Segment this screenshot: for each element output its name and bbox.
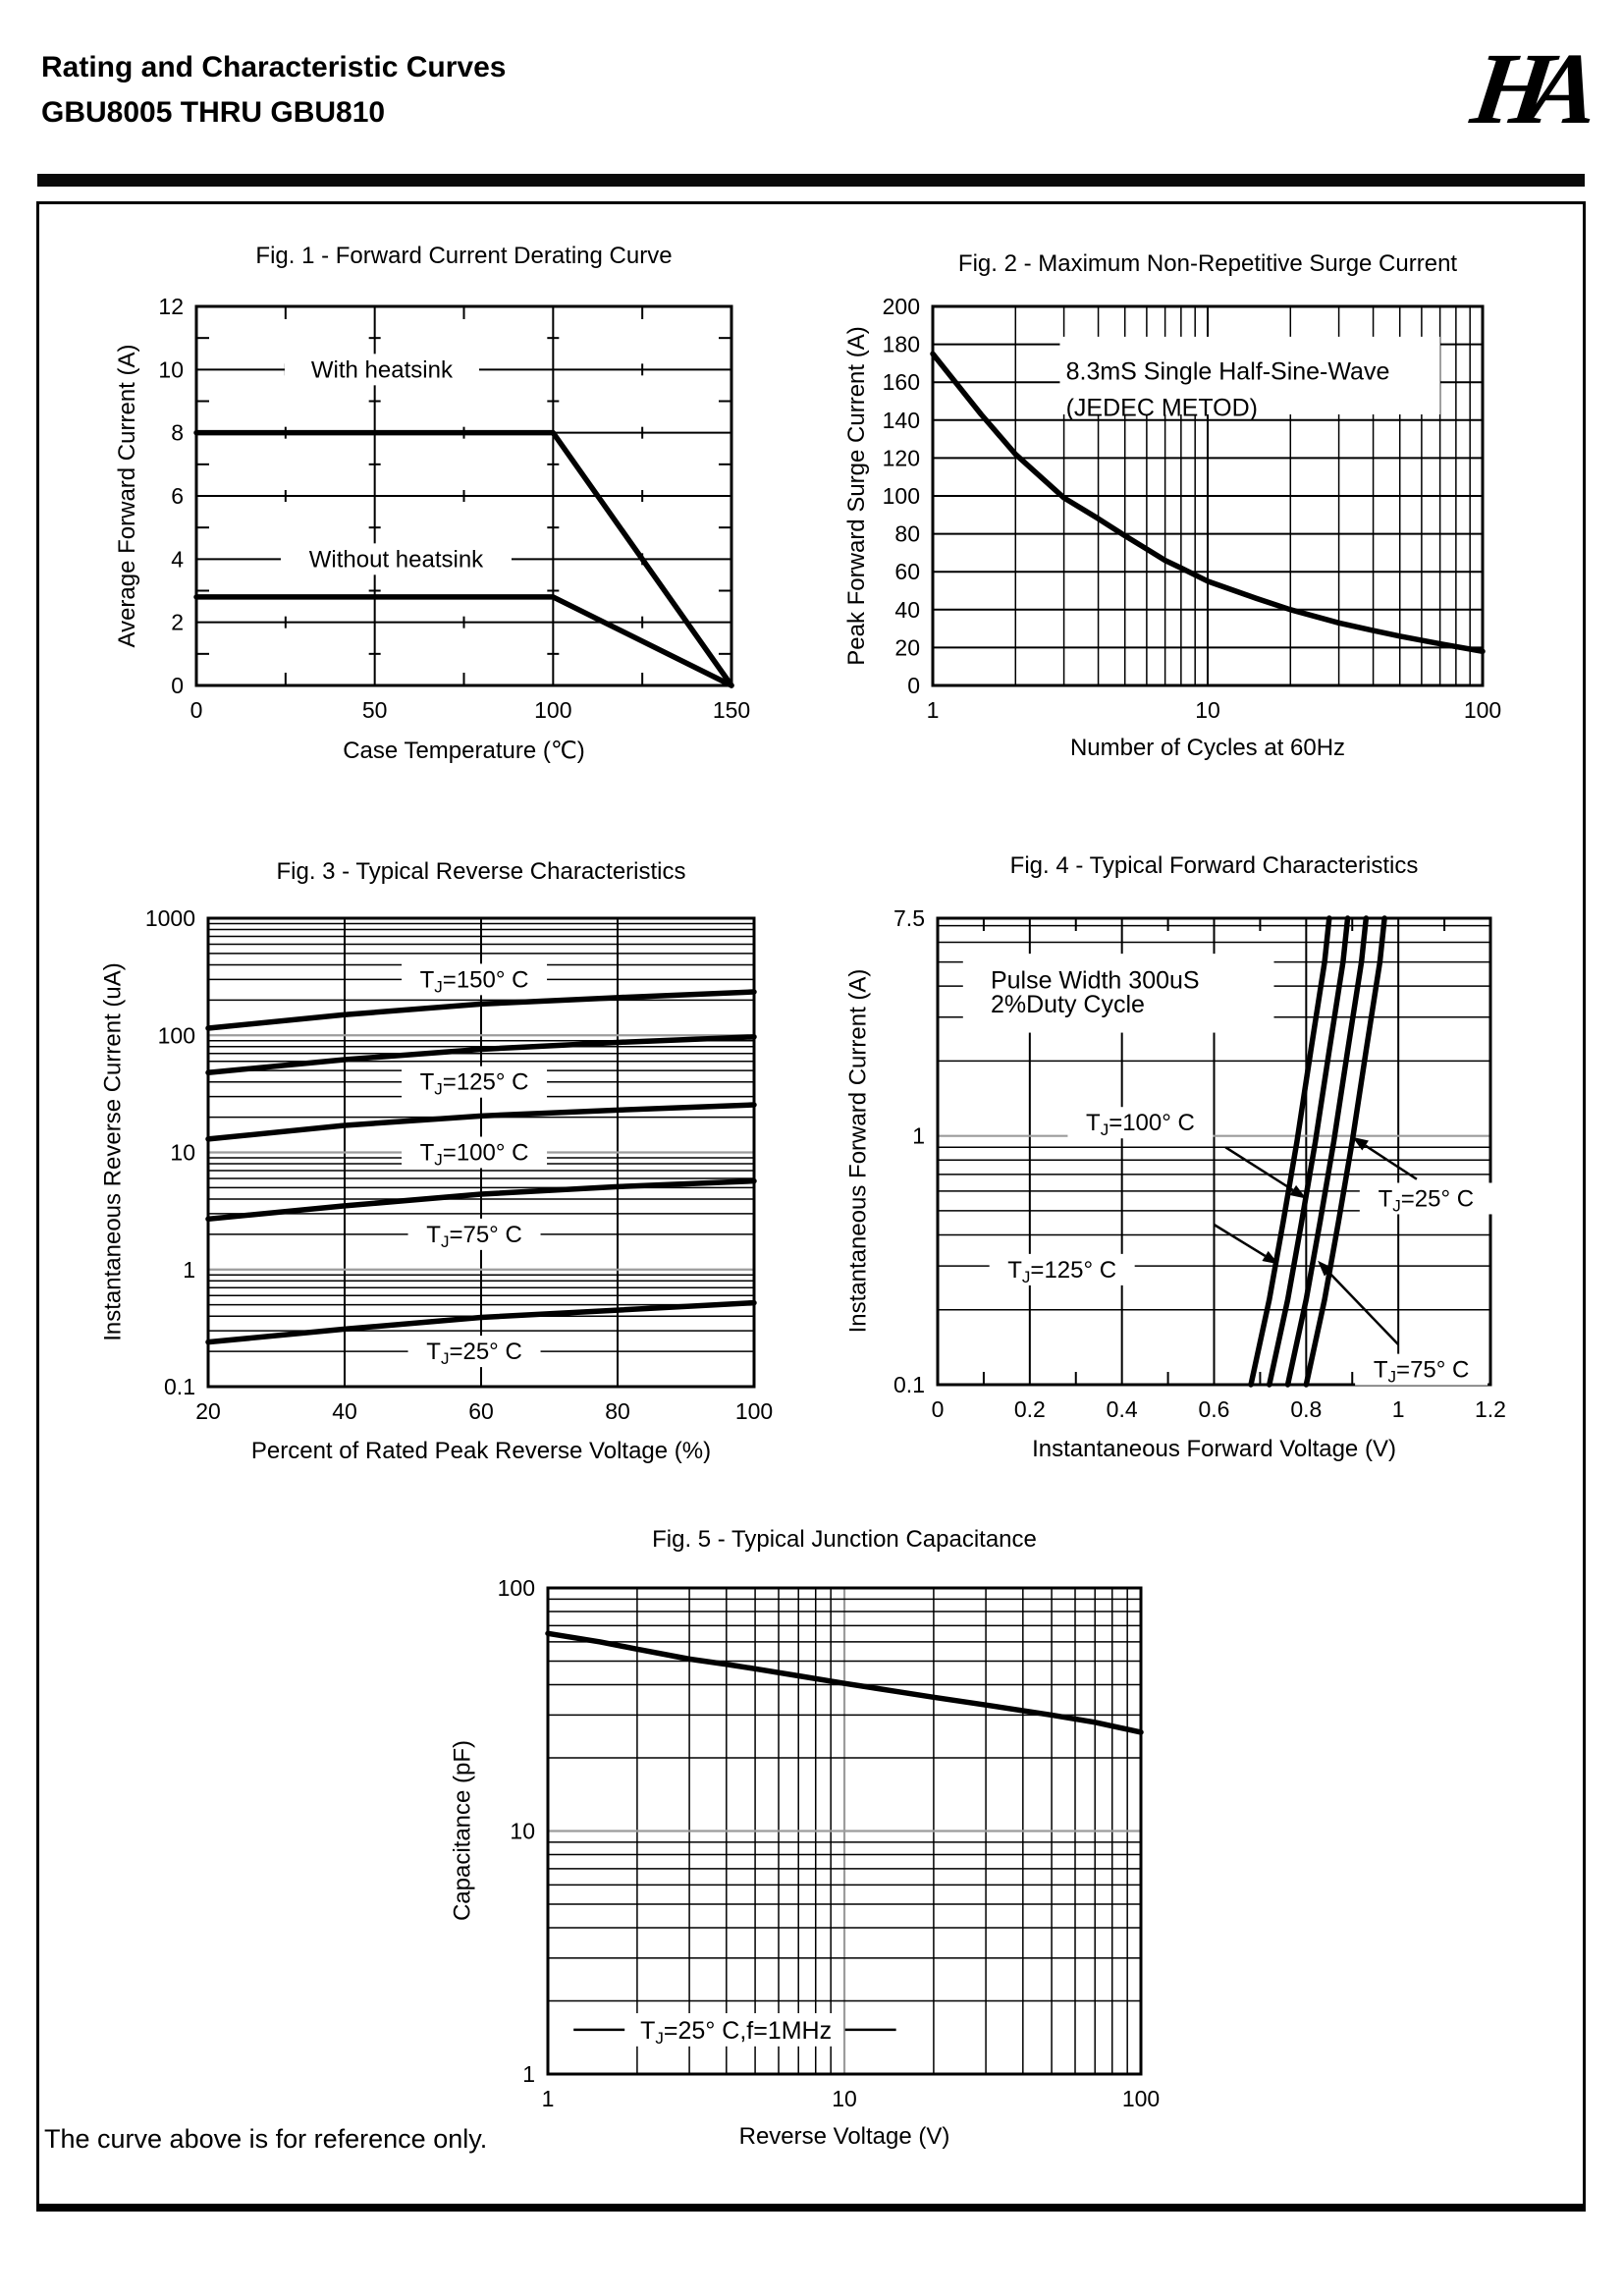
figure-1-x-axis-label: Case Temperature (℃) [343,738,585,764]
svg-text:0: 0 [907,673,920,698]
figure-4-x-axis-label: Instantaneous Forward Voltage (V) [1032,1436,1396,1462]
figure-3-canvas [54,845,810,1478]
svg-text:7.5: 7.5 [893,905,925,931]
svg-text:TJ=75° C: $T_J=75^\circ$ C [1373,1356,1470,1387]
svg-text:0.1: 0.1 [893,1372,925,1397]
svg-text:100: 100 [157,1022,195,1049]
figure-2-title: Fig. 2 - Maximum Non-Repetitive Surge Current [957,250,1458,277]
svg-text:6: 6 [171,483,184,509]
reference-note: The curve above is for reference only. [44,2124,488,2154]
svg-text:40: 40 [894,596,920,623]
svg-text:TJ=100° C: $T_J=100^\circ$ C [1086,1110,1195,1140]
svg-text:0.4: 0.4 [1106,1396,1138,1422]
figure-3-x-axis-label: Percent of Rated Peak Reverse Voltage (%) [250,1438,712,1464]
svg-text:TJ=100° C: $T_J=100^\circ$ C [419,1139,529,1170]
page-title: Rating and Characteristic Curves [41,51,507,83]
figure-5-junction-capacitance [393,1512,1198,2151]
svg-text:100: 100 [1463,697,1502,723]
svg-text:TJ=125° C: $T_J=125^\circ$ C [419,1068,529,1099]
svg-text:1: 1 [926,697,940,723]
svg-text:100: 100 [534,697,572,723]
svg-text:140: 140 [882,407,920,433]
svg-text:(JEDEC METOD): (JEDEC METOD) [1065,394,1258,422]
svg-text:10: 10 [170,1139,195,1166]
svg-text:4: 4 [171,546,184,573]
svg-text:10: 10 [1195,697,1220,723]
svg-text:Pulse Width 300uS: Pulse Width 300uS [990,966,1200,995]
svg-text:100: 100 [497,1575,535,1601]
svg-text:8: 8 [171,419,184,446]
figure-3-reverse-characteristics [54,845,810,1478]
part-number-range: GBU8005 THRU GBU810 [41,96,386,129]
figure-2-surge-current [839,241,1527,776]
svg-text:20: 20 [195,1398,221,1424]
svg-text:8.3mS Single Half-Sine-Wave: 8.3mS Single Half-Sine-Wave [1065,357,1390,386]
figure-3-title: Fig. 3 - Typical Reverse Characteristics [276,858,686,885]
svg-text:0: 0 [189,697,203,723]
svg-text:1: 1 [912,1122,925,1149]
svg-text:40: 40 [332,1398,357,1424]
svg-text:Without heatsink: Without heatsink [308,546,484,574]
figure-5-y-axis-label: Capacitance (pF) [449,1739,476,1922]
svg-text:12: 12 [158,294,184,319]
svg-text:120: 120 [882,445,920,471]
svg-text:200: 200 [882,294,920,319]
svg-text:1000: 1000 [144,905,195,931]
svg-text:100: 100 [882,483,920,509]
figure-1-y-axis-label: Average Forward Current (A) [114,344,140,648]
svg-text:2%Duty Cycle: 2%Duty Cycle [990,991,1145,1019]
figure-1-canvas [54,241,810,776]
svg-text:0.8: 0.8 [1290,1396,1323,1422]
svg-text:60: 60 [894,559,920,585]
svg-text:TJ=25° C: $T_J=25^\circ$ C [426,1339,522,1369]
svg-text:10: 10 [158,356,184,383]
svg-text:80: 80 [894,520,920,547]
svg-text:100: 100 [1121,2086,1161,2111]
figure-1-title: Fig. 1 - Forward Current Derating Curve [255,243,673,269]
figure-2-canvas [839,241,1527,776]
figure-2-y-axis-label: Peak Forward Surge Current (A) [843,326,870,666]
header-rule [37,174,1585,187]
svg-text:160: 160 [882,369,920,396]
figure-5-x-axis-label: Reverse Voltage (V) [738,2123,950,2150]
figure-2-x-axis-label: Number of Cycles at 60Hz [1069,735,1346,761]
svg-text:TJ=150° C: $T_J=150^\circ$ C [419,966,529,997]
svg-text:10: 10 [832,2086,857,2111]
figure-4-canvas [839,845,1546,1478]
svg-text:60: 60 [468,1398,494,1424]
svg-text:1.2: 1.2 [1475,1396,1506,1422]
figure-4-y-axis-label: Instantaneous Forward Current (A) [844,968,872,1334]
figure-5-title: Fig. 5 - Typical Junction Capacitance [652,1526,1037,1553]
svg-text:150: 150 [712,697,751,723]
svg-text:50: 50 [361,697,388,723]
svg-text:0.6: 0.6 [1198,1396,1230,1422]
svg-text:1: 1 [541,2086,555,2111]
svg-text:10: 10 [510,1818,535,1844]
svg-text:2: 2 [171,609,184,635]
svg-text:TJ=25° C,f=1MHz: $T_J=25^\circ$ C,f=1MHz [640,2016,833,2048]
figure-5-canvas [393,1512,1198,2151]
figure-1-forward-current-derating [54,241,810,776]
svg-text:0.1: 0.1 [164,1374,195,1399]
svg-text:TJ=125° C: $T_J=125^\circ$ C [1007,1256,1117,1286]
svg-text:TJ=75° C: $T_J=75^\circ$ C [426,1221,522,1251]
svg-text:With heatsink: With heatsink [310,356,453,384]
brand-logo: HA [1465,32,1585,145]
svg-text:180: 180 [882,331,920,357]
svg-text:100: 100 [734,1398,774,1424]
svg-text:1: 1 [1391,1396,1405,1422]
svg-text:20: 20 [894,634,920,661]
svg-text:0.2: 0.2 [1013,1396,1046,1422]
figure-4-forward-characteristics [839,845,1546,1478]
figure-3-y-axis-label: Instantaneous Reverse Current (uA) [99,962,127,1341]
figure-4-title: Fig. 4 - Typical Forward Characteristics [1009,852,1419,879]
svg-text:1: 1 [522,2061,535,2087]
svg-text:80: 80 [605,1398,630,1424]
svg-text:0: 0 [171,673,184,698]
svg-text:1: 1 [183,1256,195,1283]
svg-text:0: 0 [931,1396,945,1422]
svg-text:TJ=25° C: $T_J=25^\circ$ C [1378,1185,1475,1216]
